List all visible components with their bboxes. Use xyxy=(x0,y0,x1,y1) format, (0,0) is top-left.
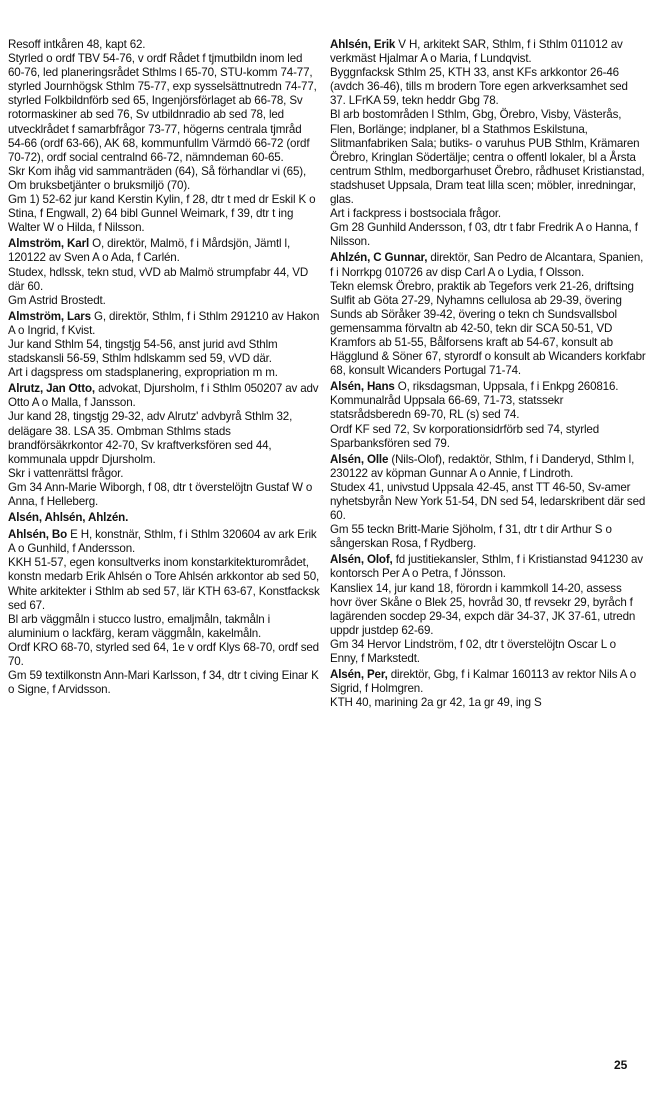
entry-almstrom-karl xyxy=(8,237,320,307)
entry-almstrom-lars xyxy=(8,310,320,380)
entry-line: Tekn elemsk Örebro, praktik ab Tegefors verk 21-26, driftsing Sulfit ab Göta 27-29, Nyhamns cellulosa ab 29-39, övering Sunds ab Söråker 39-42, övering o tekn ch Sundsvallsbol gemensamma förvaltn ab 42-50, tekn dir SCA 50-51, VD Kramfors ab 51-55, Bålforsens kraft ab 54-67, konsult ab Hägglund & Söner 67, styrordf o konsult ab Wicanders korkfabr 68, konsult Wicanders Portugal 71-74. xyxy=(330,279,646,378)
entry-line: Art i fackpress i bostsociala frågor. xyxy=(330,207,502,221)
entry-line: KKH 51-57, egen konsultverks inom konstarkitekturområdet, konstn medarb Erik Ahlsén o Tore Ahlsén arkkontor ab sed 50, White arkitekter i Sthlm ab sed 57, lär KTH 63-67, Konstfacksk sed 67. xyxy=(8,556,320,612)
entry-ahlsen-bo xyxy=(8,528,320,697)
entry-name: Almström, Karl xyxy=(8,237,90,251)
entry-line: Resoff intkåren 48, kapt 62. xyxy=(8,38,146,51)
entry-line: Studex, hdlssk, tekn stud, vVD ab Malmö strumpfabr 44, VD där 60. xyxy=(8,265,309,293)
entry-alsen-hans xyxy=(330,380,646,450)
entry-line: Kommunalråd Uppsala 66-69, 71-73, statssekr statsrådsberedn 69-70, RL (s) sed 74. xyxy=(330,394,564,422)
entry-line: direktör, San Pedro de Alcantara, Spanien, f i Norrkpg 010726 av disp Carl A o Lydia, f Olsson. xyxy=(330,251,644,279)
entry-name: Alsén, Hans xyxy=(330,380,395,394)
entry-name: Almström, Lars xyxy=(8,309,91,323)
entry-name: Alrutz, Jan Otto, xyxy=(8,382,95,396)
entry-name: Ahlsén, Bo xyxy=(8,528,68,542)
entry-name: Ahlzén, C Gunnar, xyxy=(330,251,428,265)
entry-line: Gm 1) 52-62 jur kand Kerstin Kylin, f 28, dtr t med dr Eskil K o Stina, f Engwall, 2) 64 bibl Gunnel Weimark, f 39, dtr t ing Walter W o Hilda, f Nilsson. xyxy=(8,193,316,235)
entry-name: Alsén, Olle xyxy=(330,452,389,466)
entry-line: Gm Astrid Brostedt. xyxy=(8,293,106,307)
entry-line: Gm 28 Gunhild Andersson, f 03, dtr t fabr Fredrik A o Hanna, f Nilsson. xyxy=(330,221,638,249)
entry-name: Alsén, Olof, xyxy=(330,553,393,567)
entry-ahlzen-gunnar xyxy=(330,251,646,378)
entry-line: Bl arb bostområden l Sthlm, Gbg, Örebro, Visby, Västerås, Flen, Borlänge; indplaner, bl a Stathmos Eskilstuna, Slitmanfabriken Sala; butiks- o varuhus PUB Sthlm, Krämaren Örebro, Kringlan Södertälje; centra o offentl lokaler, bl a Årsta centrum Sthlm, medborgarhuset Örebro, rådhuset Kristianstad, stadshuset Uppsala, Dram teat lilla scen; möbler, inredningar, glas. xyxy=(330,108,645,207)
entry-line: O, riksdagsman, Uppsala, f i Enkpg 260816. xyxy=(397,380,619,394)
entry-line: Gm 34 Ann-Marie Wiborgh, f 08, dtr t överstelöjtn Gustaf W o Anna, f Helleberg. xyxy=(8,480,313,508)
entry-name: Alsén, Per, xyxy=(330,668,388,682)
entry-line: O, direktör, Malmö, f i Mårdsjön, Jämtl l, 120122 av Sven A o Ada, f Carlén. xyxy=(8,237,291,265)
entry-line: Jur kand Sthlm 54, tingstjg 54-56, anst jurid avd Sthlm stadskansli 56-59, Sthlm hdlskamm sed 59, vVD där. xyxy=(8,337,278,366)
entry-line: E H, konstnär, Sthlm, f i Sthlm 320604 av ark Erik A o Gunhild, f Andersson. xyxy=(8,528,317,556)
entry-line: Gm 55 teckn Britt-Marie Sjöholm, f 31, dtr t dir Arthur S o sångerskan Rosa, f Rydberg. xyxy=(330,523,612,551)
entry-line: Art i dagspress om stadsplanering, expropriation m m. xyxy=(8,366,278,380)
page-number: 25 xyxy=(614,1058,628,1072)
entry-line: (Nils-Olof), redaktör, Sthlm, f i Danderyd, Sthlm l, 230122 av köpman Gunnar A o Annie, f Lindroth. xyxy=(330,452,635,480)
entry-line: Studex 41, univstud Uppsala 42-45, anst TT 46-50, Sv-amer nyhetsbyrån New York 51-54, DN sed 54, ledarskribent där sed 60. xyxy=(330,480,646,523)
entry-line: fd justitiekansler, Sthlm, f i Kristianstad 941230 av kontorsch Per A o Petra, f Jönsson. xyxy=(330,553,643,581)
entry-continued xyxy=(8,38,320,235)
entry-line: Gm 59 textilkonstn Ann-Mari Karlsson, f 34, dtr t civing Einar K o Signe, f Arvidsson. xyxy=(8,669,319,697)
entry-line: Ordf KF sed 72, Sv korporationsidrförb sed 74, styrled Sparbanksfören sed 79. xyxy=(330,422,599,450)
entry-line: Skr Kom ihåg vid sammanträden (64), Så förhandlar vi (65), Om bruksbetjänter o bruksmiljö (70). xyxy=(8,164,307,192)
entry-line: Bl arb väggmåln i stucco lustro, emaljmåln, takmåln i aluminium o lackfärg, keram väggmåln, kakelmåln. xyxy=(8,612,271,640)
entry-line: G, direktör, Sthlm, f i Sthlm 291210 av Hakon A o Ingrid, f Kvist. xyxy=(8,309,320,337)
entry-alsen-per xyxy=(330,668,646,710)
entry-line: Jur kand 28, tingstjg 29-32, adv Alrutz' advbyrå Sthlm 32, delägare 38. LSA 35. Ombman Sthlms stads brandförsäkrkontor 42-70, Sv kraftverksfören sed 44, kommunala uppdr Djursholm. xyxy=(8,410,293,466)
entry-line: Styrled o ordf TBV 54-76, v ordf Rådet f tjmutbildn inom led 60-76, led planeringsrådet Sthlms l 65-70, STU-komm 74-77, styrled Journhögsk Sthlm 75-77, exp sysselsättnutredn 74-77, styrled Folkbildnförb sed 65, Ingenjörsförlaget ab 66-78, Sv rotormaskiner ab sed 76, Sv utbildnradio ab sed 78, led utvecklrådet f samarbfrågor 73-77, högerns centrala tjmråd 54-66 (ordf 63-66), AK 68, kommunfullm Värmdö 66-72 (ordf 70-72), ordf social centralnd 66-72, nämndeman 60-65. xyxy=(8,52,317,164)
entry-line: V H, arkitekt SAR, Sthlm, f i Sthlm 011012 av verkmäst Hjalmar A o Maria, f Lundqvist. xyxy=(330,38,623,66)
entry-line: Kansliex 14, jur kand 18, förordn i kammkoll 14-20, assess hovr över Skåne o Blek 25, hovråd 30, tf revsekr 29, byråch f lagärenden socdep 29-34, expch där 34-37, JK 37-61, utredn uppdr justdep 62-69. xyxy=(330,581,636,637)
entry-line: KTH 40, marining 2a gr 42, 1a gr 49, ing S xyxy=(330,696,542,710)
entry-ahlsen-erik xyxy=(330,38,646,249)
entry-line: direktör, Gbg, f i Kalmar 160113 av rektor Nils A o Sigrid, f Holmgren. xyxy=(330,668,637,696)
right-column xyxy=(330,38,646,712)
entry-line: Byggnfacksk Sthlm 25, KTH 33, anst KFs arkkontor 26-46 (avdch 36-46), tills m brodern Tore egen arkverksamhet sed 37. LFrKA 59, tekn heddr Gbg 78. xyxy=(330,66,628,108)
entry-alsen-olof xyxy=(330,553,646,666)
left-column xyxy=(8,38,320,699)
entry-alsen-olle xyxy=(330,453,646,552)
cross-reference: Alsén, Ahlsén, Ahlzén. xyxy=(8,511,129,525)
entry-alrutz-jan-otto xyxy=(8,382,320,509)
entry-line: Ordf KRO 68-70, styrled sed 64, 1e v ordf Klys 68-70, ordf sed 70. xyxy=(8,640,319,669)
entry-name: Ahlsén, Erik xyxy=(330,38,396,51)
entry-line: Gm 34 Hervor Lindström, f 02, dtr t överstelöjtn Oscar L o Enny, f Markstedt. xyxy=(330,637,616,666)
entry-line: advokat, Djursholm, f i Sthlm 050207 av adv Otto A o Malla, f Jansson. xyxy=(8,382,319,410)
entry-line: Skr i vattenrättsl frågor. xyxy=(8,466,124,480)
